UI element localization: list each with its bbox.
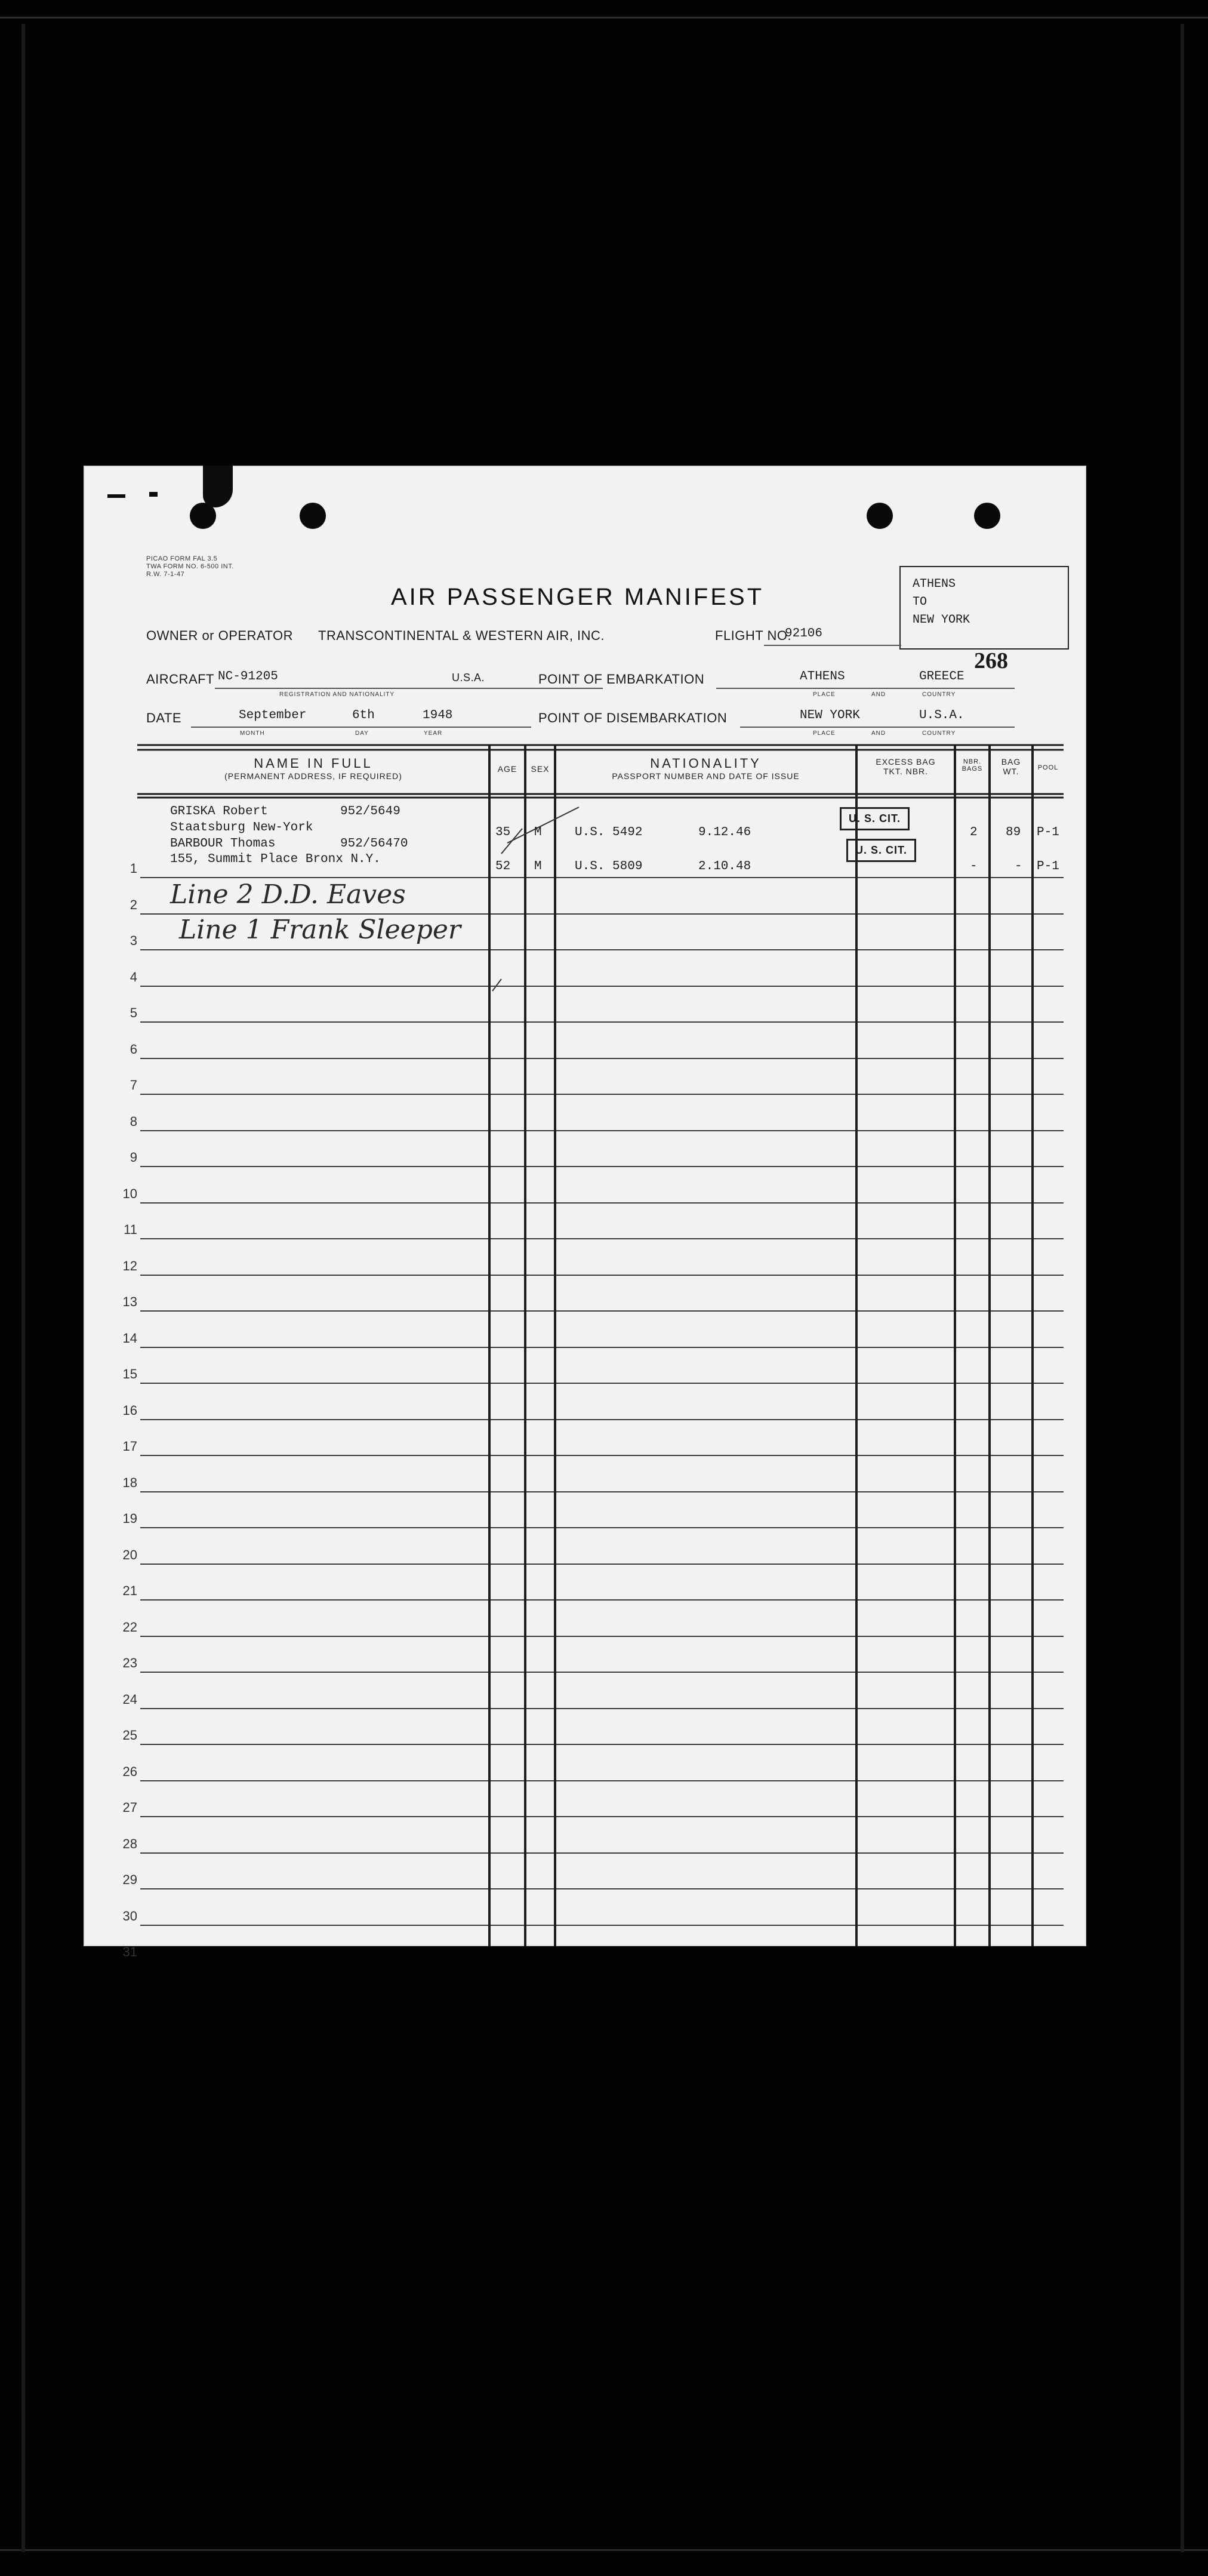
disembarkation-place: NEW YORK (800, 709, 860, 722)
day-caption: DAY (355, 730, 369, 737)
row-number: 22 (122, 1620, 137, 1635)
row-number: 17 (122, 1439, 137, 1454)
col-name-header: NAME IN FULL (PERMANENT ADDRESS, IF REQUIRED) (224, 756, 402, 781)
row-number: 31 (122, 1944, 137, 1959)
aircraft-registration: NC-91205 (218, 670, 278, 684)
row-number: 13 (122, 1294, 137, 1309)
punch-hole (867, 503, 893, 529)
punch-hole (974, 503, 1000, 529)
pool-code: P-1 (1037, 826, 1059, 839)
flight-number: 92106 (785, 627, 823, 641)
ticket-number: 952/5649 (340, 805, 400, 818)
and-caption: AND (871, 691, 886, 698)
row-number: 19 (122, 1511, 137, 1526)
place-caption: PLACE (813, 730, 836, 737)
row-number: 6 (130, 1042, 137, 1057)
form-title: AIR PASSENGER MANIFEST (391, 584, 765, 610)
passenger-age: 35 (495, 826, 511, 839)
row-number: 8 (130, 1114, 137, 1129)
form-reference: PICAO FORM FAL 3.5 TWA FORM NO. 6-500 INT. R.W. 7-1-47 (146, 555, 234, 578)
col-age-header: AGE (497, 764, 517, 774)
col-bagwt-header: BAG WT. (1001, 757, 1021, 776)
row-number: 23 (122, 1655, 137, 1670)
ink-smudge (107, 494, 125, 498)
ink-smudge (149, 492, 158, 497)
passenger-name: GRISKA Robert (170, 805, 268, 818)
citizenship-stamp: U. S. CIT. (846, 839, 916, 862)
passenger-address: 155, Summit Place Bronx N.Y. (170, 852, 381, 866)
owner-value: TRANSCONTINENTAL & WESTERN AIR, INC. (318, 628, 605, 643)
bag-count: - (970, 860, 978, 873)
aircraft-nationality: U.S.A. (452, 672, 485, 684)
year-caption: YEAR (424, 730, 443, 737)
passenger-sex: M (534, 826, 542, 839)
route-from: ATHENS (913, 577, 956, 591)
place-caption: PLACE (813, 691, 836, 698)
date-year: 1948 (423, 709, 453, 722)
row-number: 3 (130, 933, 137, 948)
handwritten-note-line-3: Line 2 D.D. Eaves (170, 879, 406, 910)
passenger-name: BARBOUR Thomas (170, 837, 276, 851)
row-number: 5 (130, 1005, 137, 1020)
ticket-number: 952/56470 (340, 837, 408, 851)
row-number: 26 (122, 1764, 137, 1779)
bag-weight: - (1015, 860, 1022, 873)
row-number: 28 (122, 1836, 137, 1851)
row-number: 25 (122, 1728, 137, 1743)
row-number: 7 (130, 1078, 137, 1092)
row-number: 20 (122, 1547, 137, 1562)
passenger-address: Staatsburg New-York (170, 821, 313, 835)
row-number: 10 (122, 1186, 137, 1201)
bag-weight: 89 (1006, 826, 1021, 839)
passenger-age: 52 (495, 860, 511, 873)
tear-mark (203, 466, 233, 507)
row-number: 24 (122, 1692, 137, 1707)
route-to: NEW YORK (913, 613, 970, 627)
passport-number: U.S. 5809 (575, 860, 643, 873)
row-number: 4 (130, 970, 137, 984)
passenger-sex: M (534, 860, 542, 873)
punch-hole (300, 503, 326, 529)
row-number: 9 (130, 1150, 137, 1165)
bag-count: 2 (970, 826, 978, 839)
owner-label: OWNER or OPERATOR (146, 628, 294, 643)
and-caption: AND (871, 730, 886, 737)
col-sex-header: SEX (531, 764, 550, 774)
col-excess-header: EXCESS BAG TKT. NBR. (876, 757, 936, 776)
row-number: 21 (122, 1583, 137, 1598)
date-label: DATE (146, 710, 182, 725)
row-number: 1 (130, 861, 137, 876)
col-nationality-header: NATIONALITY PASSPORT NUMBER AND DATE OF ISSUE (612, 756, 800, 781)
col-pool-header: POOL (1037, 764, 1059, 771)
disembarkation-country: U.S.A. (919, 709, 964, 722)
manifest-sheet (84, 466, 1086, 1959)
row-number: 27 (122, 1800, 137, 1815)
pool-code: P-1 (1037, 860, 1059, 873)
col-nbr-header: NBR. BAGS (962, 758, 983, 773)
passport-issue-date: 9.12.46 (698, 826, 751, 839)
date-day: 6th (352, 709, 375, 722)
row-number: 2 (130, 897, 137, 912)
manifest-number: 268 (974, 648, 1008, 673)
embarkation-place: ATHENS (800, 670, 845, 684)
row-number: 14 (122, 1331, 137, 1346)
row-number: 11 (124, 1222, 137, 1237)
route-box (899, 566, 1069, 650)
row-number: 18 (122, 1475, 137, 1490)
passport-number: U.S. 5492 (575, 826, 643, 839)
citizenship-stamp: U. S. CIT. (840, 807, 910, 830)
route-to-word: TO (913, 595, 927, 609)
row-number: 15 (122, 1367, 137, 1381)
country-caption: COUNTRY (922, 691, 956, 698)
row-number: 16 (122, 1403, 137, 1418)
aircraft-caption: REGISTRATION AND NATIONALITY (279, 691, 395, 698)
flight-label: FLIGHT NO. (715, 628, 792, 643)
row-number: 30 (122, 1909, 137, 1923)
passport-issue-date: 2.10.48 (698, 860, 751, 873)
month-caption: MONTH (240, 730, 265, 737)
row-number: 29 (122, 1872, 137, 1887)
disembarkation-label: POINT OF DISEMBARKATION (538, 710, 728, 725)
row-number: 12 (122, 1258, 137, 1273)
handwritten-note-line-4: Line 1 Frank Sleeper (179, 915, 461, 945)
embarkation-label: POINT OF EMBARKATION (538, 672, 705, 687)
date-month: September (239, 709, 307, 722)
embarkation-country: GREECE (919, 670, 964, 684)
aircraft-label: AIRCRAFT (146, 672, 214, 687)
country-caption: COUNTRY (922, 730, 956, 737)
